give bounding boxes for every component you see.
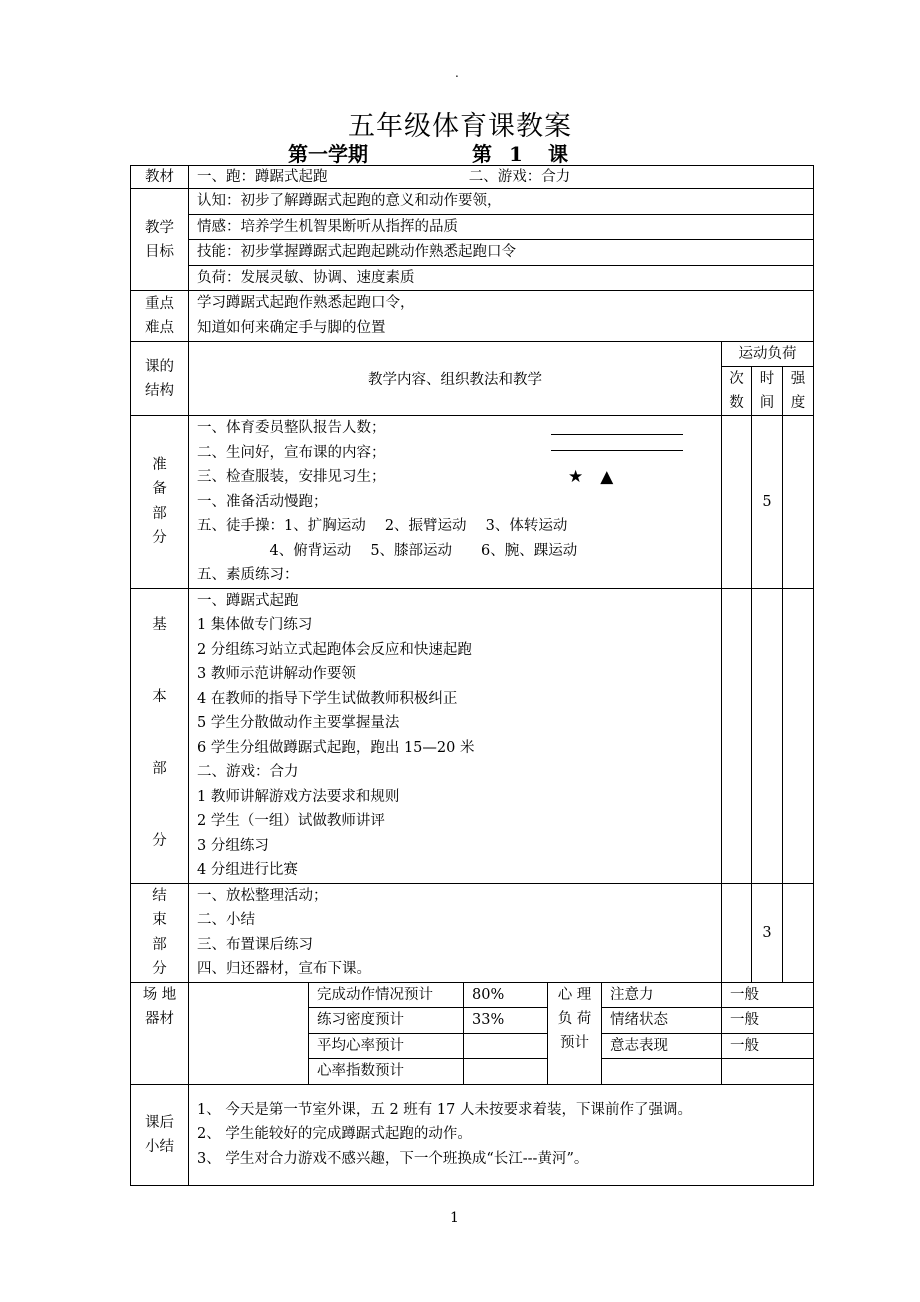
venue-label: 场 地 器材 <box>131 982 189 1084</box>
psych-label: 心 理 负 荷 预计 <box>548 982 602 1084</box>
intensity-header: 强 度 <box>783 367 814 416</box>
prep-intensity <box>783 416 814 589</box>
lesson-label <box>472 138 568 167</box>
key-points-label: 重点 难点 <box>131 291 189 342</box>
summary-row <box>131 1084 814 1185</box>
material-item-1: 一、跑：蹲踞式起跑 <box>197 169 328 185</box>
prep-time: 5 <box>752 416 783 589</box>
count-header: 次 数 <box>722 367 752 416</box>
term-label: 第一学期 <box>288 142 368 166</box>
goal-emotion: 情感：培养学生机智果断听从指挥的品质 <box>189 214 814 240</box>
estimate-density-label: 练习密度预计 <box>309 1008 464 1034</box>
time-header: 时 间 <box>752 367 783 416</box>
lesson-suffix: 课 <box>547 142 568 166</box>
basic-intensity <box>783 588 814 883</box>
blank-line-1 <box>551 434 683 435</box>
prep-count <box>722 416 752 589</box>
content-header: 教学内容、组织教法和教学 <box>189 342 722 416</box>
end-count <box>722 883 752 982</box>
structure-label: 课的 结构 <box>131 342 189 416</box>
venue-row-1 <box>131 982 814 1008</box>
material-content <box>189 166 814 189</box>
prep-content: 一、体育委员整队报告人数； 二、生问好，宣布课的内容； 三、检查服装，安排见习生； 一、准备活动慢跑； 五、徒手操：1、扩胸运动 2、振臂运动 3、体转运动 4、俯背运动 5、膝部运动 6、腕、踝运动 五、素质练习： <box>189 416 722 589</box>
basic-section <box>131 588 814 883</box>
load-header: 运动负荷 <box>722 342 814 367</box>
estimate-heart-index-value <box>464 1059 548 1085</box>
estimate-completion-label: 完成动作情况预计 <box>309 982 464 1008</box>
structure-header-row-1 <box>131 342 814 367</box>
end-label: 结 束 部 分 <box>131 883 189 982</box>
lesson-number: 1 <box>509 142 523 166</box>
basic-label: 基 本 部 分 <box>131 588 189 883</box>
psych-attention-label: 注意力 <box>602 982 722 1008</box>
formation-symbols: ★ ▲ <box>568 467 614 487</box>
material-label: 教材 <box>131 166 189 189</box>
estimate-heart-rate-label: 平均心率预计 <box>309 1033 464 1059</box>
estimate-density-value: 33% <box>464 1008 548 1034</box>
lesson-prefix: 第 <box>472 142 492 166</box>
estimate-heart-rate-value <box>464 1033 548 1059</box>
basic-content: 一、蹲踞式起跑 1 集体做专门练习 2 分组练习站立式起跑体会反应和快速起跑 3 教师示范讲解动作要领 4 在教师的指导下学生试做教师积极纠正 5 学生分散做动作主要掌握量法 6 学生分组做蹲踞式起跑，跑出 15—20 米 二、游戏：合力 1 教师讲解游戏方法要求和规则 2 学生（一组）试做教师讲评 3 分组练习 4 分组进行比赛 <box>189 588 722 883</box>
summary-label: 课后 小结 <box>131 1084 189 1185</box>
goals-label: 教学 目标 <box>131 189 189 291</box>
venue-equipment <box>189 982 309 1084</box>
key-points-content: 学习蹲踞式起跑作熟悉起跑口令， 知道如何来确定手与脚的位置 <box>189 291 814 342</box>
psych-will-value: 一般 <box>722 1033 814 1059</box>
goal-skill: 技能：初步掌握蹲踞式起跑起跳动作熟悉起跑口令 <box>189 240 814 266</box>
goal-row-4 <box>131 265 814 291</box>
end-time: 3 <box>752 883 783 982</box>
basic-count <box>722 588 752 883</box>
estimate-completion-value: 80% <box>464 982 548 1008</box>
psych-will-label: 意志表现 <box>602 1033 722 1059</box>
psych-mood-value: 一般 <box>722 1008 814 1034</box>
psych-mood-label: 情绪状态 <box>602 1008 722 1034</box>
prep-section <box>131 416 814 589</box>
end-content: 一、放松整理活动； 二、小结 三、布置课后练习 四、归还器材，宣布下课。 <box>189 883 722 982</box>
lesson-plan-table <box>130 165 814 1186</box>
key-points-row <box>131 291 814 342</box>
end-section <box>131 883 814 982</box>
material-row <box>131 166 814 189</box>
material-item-2: 二、游戏：合力 <box>468 169 571 185</box>
blank-line-2 <box>551 450 683 451</box>
goal-row-2 <box>131 214 814 240</box>
goal-row-3 <box>131 240 814 266</box>
basic-time <box>752 588 783 883</box>
summary-content: 1、 今天是第一节室外课，五 2 班有 17 人未按要求着装，下课前作了强调。 2、 学生能较好的完成蹲踞式起跑的动作。 3、 学生对合力游戏不感兴趣，下一个班换成“长江---黄河”。 <box>189 1084 814 1185</box>
end-intensity <box>783 883 814 982</box>
page-mark: . <box>455 66 459 80</box>
psych-attention-value: 一般 <box>722 982 814 1008</box>
goal-cognitive: 认知：初步了解蹲踞式起跑的意义和动作要领， <box>189 189 814 215</box>
prep-label: 准 备 部 分 <box>131 416 189 589</box>
estimate-heart-index-label: 心率指数预计 <box>309 1059 464 1085</box>
goal-load: 负荷：发展灵敏、协调、速度素质 <box>189 265 814 291</box>
page-number: 1 <box>450 1210 459 1226</box>
page-title: 五年级体育课教案 <box>348 111 572 142</box>
goal-row-1 <box>131 189 814 215</box>
